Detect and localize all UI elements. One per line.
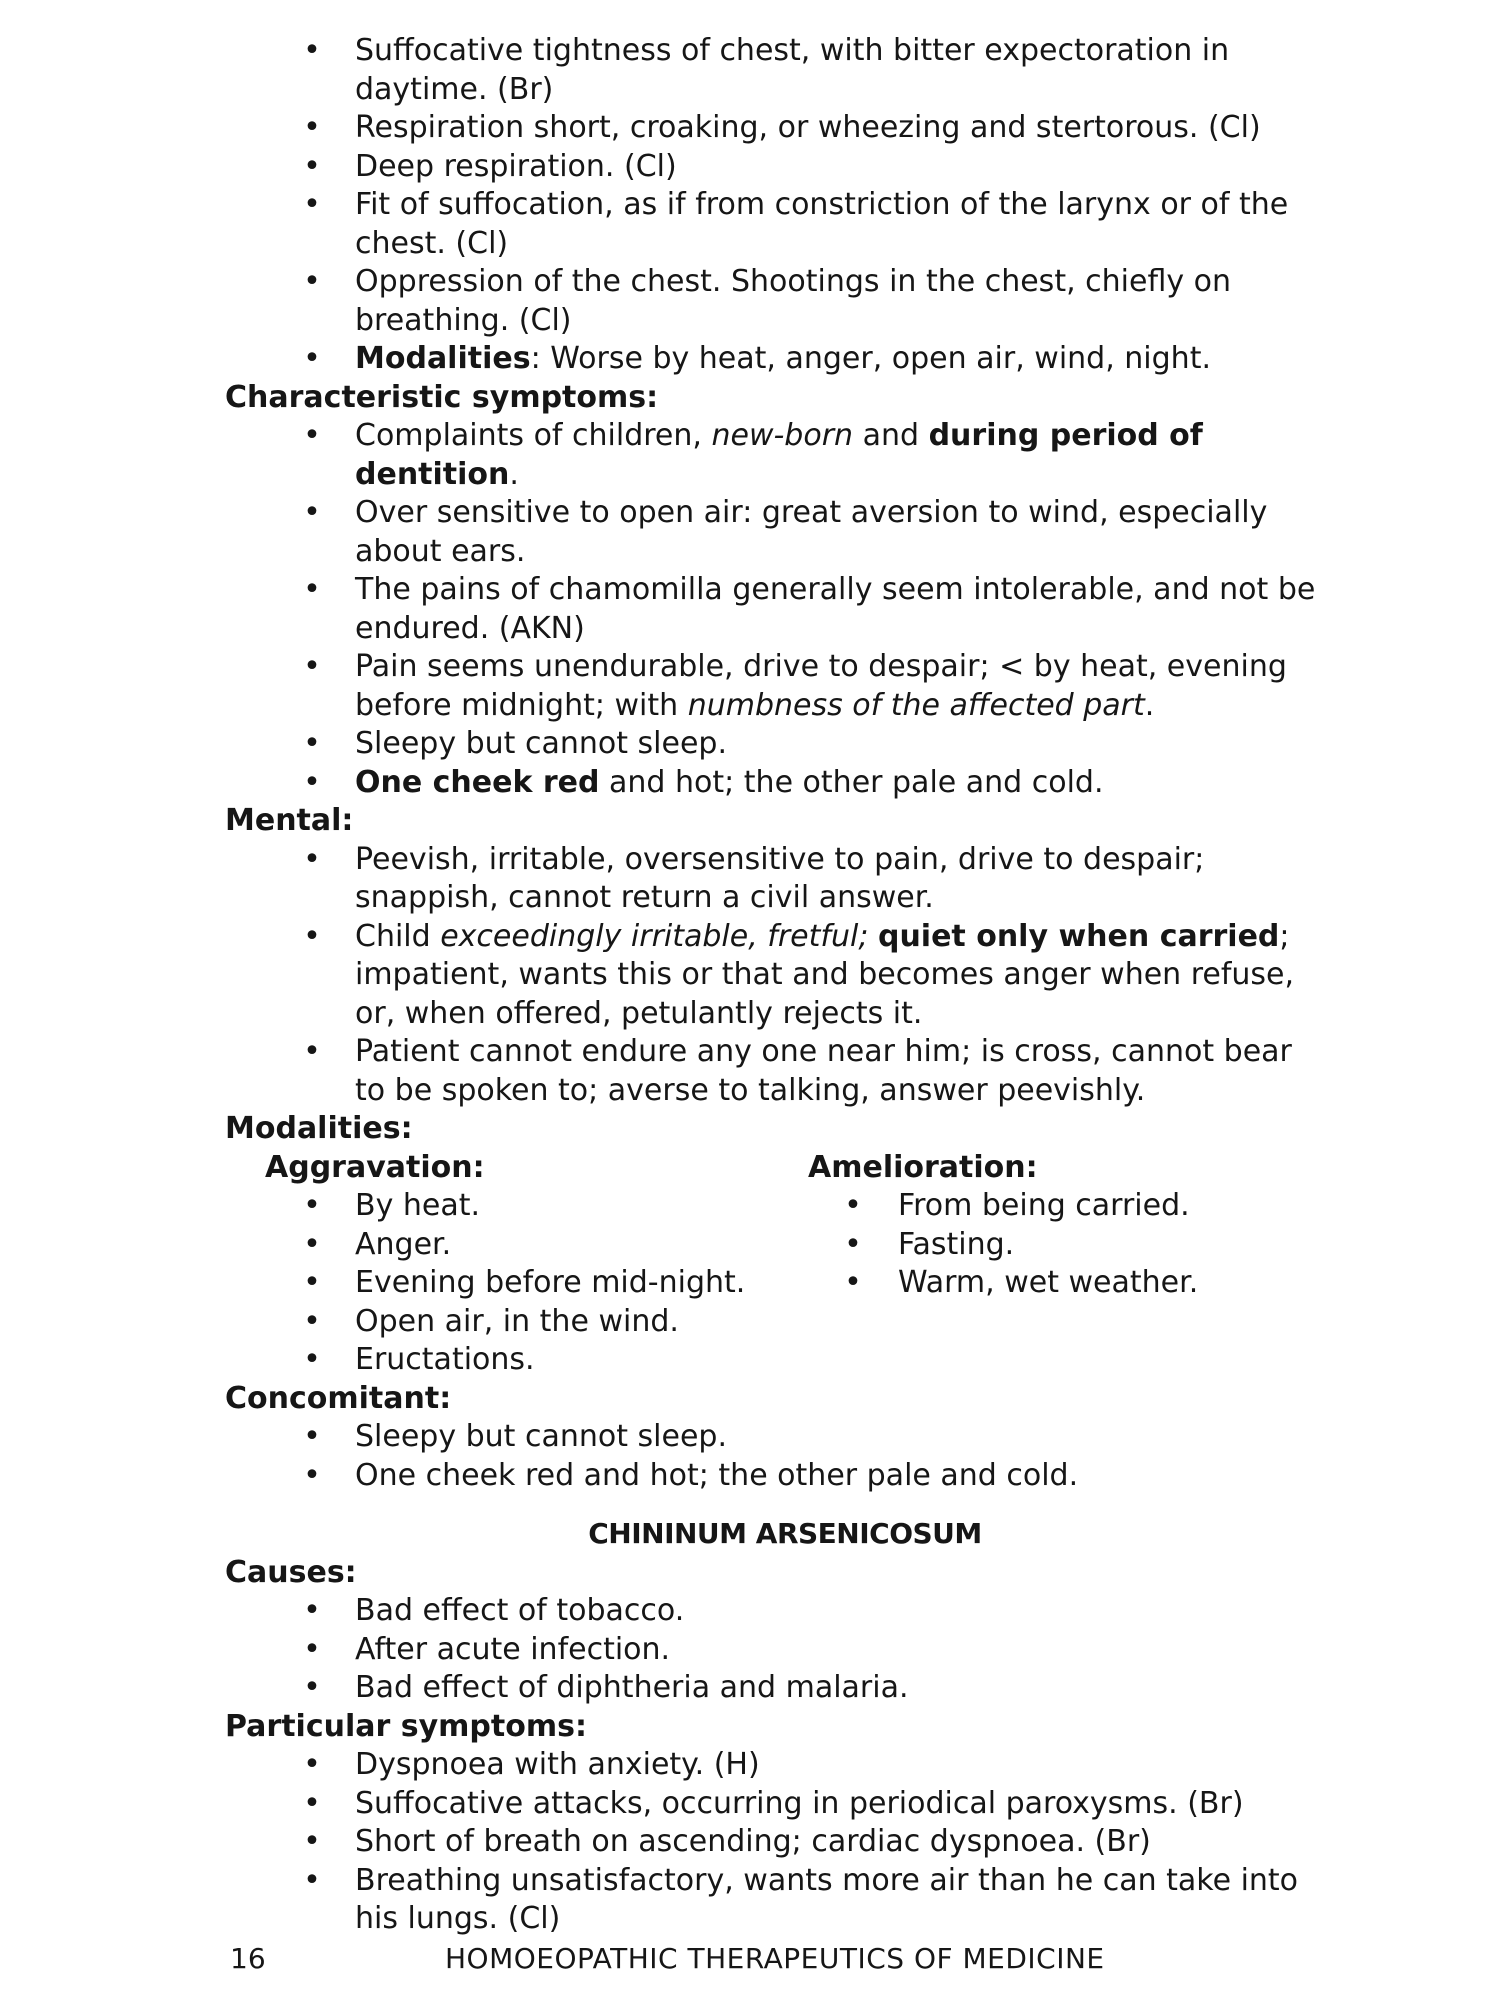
page-footer [230, 1940, 1330, 1979]
list-item: • Respiration short, croaking, or wheezing and stertorous. (Cl) [303, 110, 1261, 145]
section-heading: Modalities: [225, 1111, 413, 1146]
causes-list [225, 1592, 1325, 1708]
amelioration-list [808, 1187, 1308, 1303]
list-item: • Fit of suffocation, as if from constriction of the larynx or of the chest. (Cl) [303, 187, 1289, 261]
particular-list [225, 1746, 1325, 1939]
list-item: • Anger. [303, 1226, 452, 1262]
section-heading: Causes: [225, 1554, 357, 1590]
list-item: • Patient cannot endure any one near him; is cross, cannot bear to be spoken to; averse to talking, answer peevishly. [303, 1034, 1292, 1108]
list-item: • By heat. [303, 1188, 481, 1223]
section-heading: Particular symptoms: [225, 1708, 587, 1744]
list-item: • Suffocative tightness of chest, with bitter expectoration in daytime. (Br) [303, 33, 1230, 107]
subsection-heading: Aggravation: [265, 1149, 485, 1185]
mental-list [225, 841, 1325, 1111]
section-heading: Mental: [225, 803, 354, 838]
intro-section [225, 32, 1325, 1939]
aggravation-list [225, 1187, 808, 1380]
remedy-title: CHININUM ARSENICOSUM [588, 1517, 982, 1550]
section-heading: Concomitant: [225, 1380, 452, 1416]
list-item: • Oppression of the chest. Shootings in the chest, chiefly on breathing. (Cl) [303, 264, 1232, 338]
list-item: • Bad effect of tobacco. [303, 1593, 685, 1628]
list-item: • Suffocative attacks, occurring in periodical paroxysms. (Br) [303, 1785, 1244, 1821]
list-item: • Breathing unsatisfactory, wants more air than he can take into his lungs. (Cl) [303, 1862, 1299, 1936]
list-item: • Child exceedingly irritable, fretful; quiet only when carried; impatient, wants this or that and becomes anger when refuse, or, when offered, petulantly rejects it. [303, 918, 1295, 1031]
subsection-heading: Amelioration: [808, 1149, 1038, 1185]
list-item: • From being carried. [844, 1188, 1190, 1223]
book-title: HOMOEOPATHIC THERAPEUTICS OF MEDICINE [445, 1942, 1105, 1975]
list-item: • Eructations. [303, 1342, 535, 1377]
intro-list [225, 32, 1325, 379]
list-item: • Short of breath on ascending; cardiac dyspnoea. (Br) [303, 1824, 1151, 1859]
list-item: • Open air, in the wind. [303, 1303, 679, 1339]
list-item: • After acute infection. [303, 1631, 671, 1667]
list-item: • Sleepy but cannot sleep. [303, 726, 727, 761]
list-item: • Modalities: Worse by heat, anger, open air, wind, night. [303, 341, 1211, 376]
list-item: • Sleepy but cannot sleep. [303, 1419, 727, 1454]
list-item: • Bad effect of diphtheria and malaria. [303, 1670, 909, 1705]
concomitant-list [225, 1418, 1325, 1495]
list-item: • Fasting. [844, 1226, 1015, 1262]
page-number: 16 [230, 1942, 266, 1975]
list-item: • Warm, wet weather. [844, 1265, 1199, 1300]
list-item: • The pains of chamomilla generally seem intolerable, and not be endured. (AKN) [303, 572, 1316, 646]
amelioration-column [808, 1149, 1308, 1380]
list-item: • Deep respiration. (Cl) [303, 148, 677, 184]
list-item: • Pain seems unendurable, drive to despair; < by heat, evening before midnight; with numbness of the affected part. [303, 649, 1287, 723]
list-item: • Over sensitive to open air: great aversion to wind, especially about ears. [303, 495, 1268, 569]
characteristic-list [225, 417, 1325, 802]
list-item: • One cheek red and hot; the other pale and cold. [303, 1457, 1079, 1493]
list-item: • Dyspnoea with anxiety. (H) [303, 1747, 760, 1782]
list-item: • Peevish, irritable, oversensitive to pain, drive to despair; snappish, cannot return a civil answer. [303, 841, 1205, 915]
list-item: • One cheek red and hot; the other pale and cold. [303, 764, 1104, 800]
modalities-columns [225, 1149, 1325, 1380]
list-item: • Complaints of children, new-born and during period of dentition. [303, 418, 1203, 492]
section-heading: Characteristic symptoms: [225, 379, 659, 415]
list-item: • Evening before mid-night. [303, 1265, 746, 1300]
aggravation-column [225, 1149, 808, 1380]
